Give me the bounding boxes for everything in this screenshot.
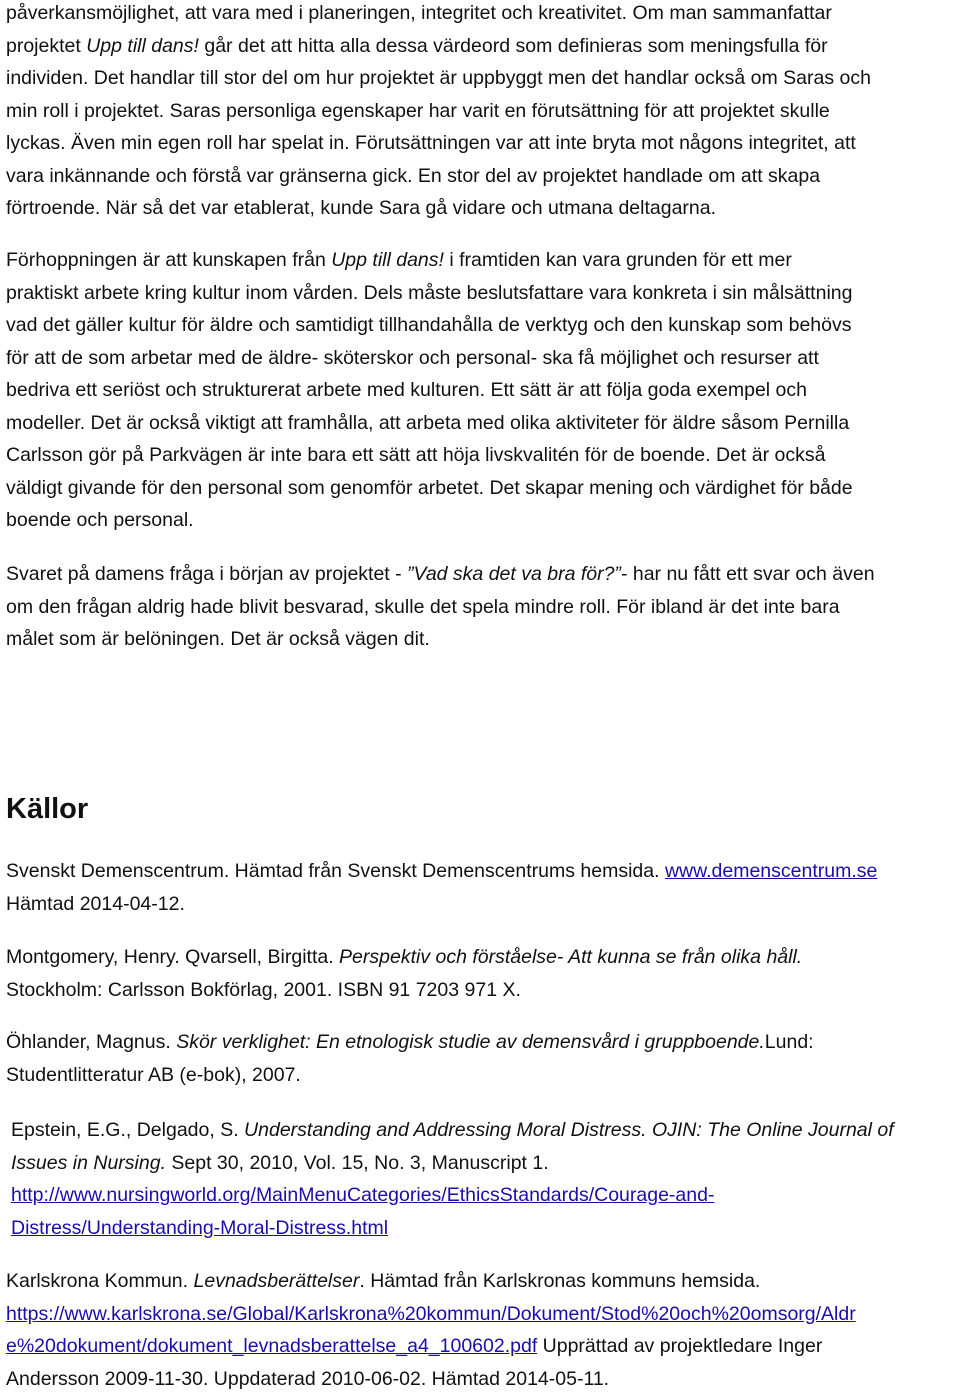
- text-line: modeller. Det är också viktigt att framhålla, att arbeta med olika aktiviteter för äldre såsom Pernilla: [6, 407, 956, 440]
- text-line: min roll i projektet. Saras personliga egenskaper har varit en förutsättning för att projektet skulle: [6, 95, 956, 128]
- text-line: vara inkännande och förstå var gränserna gick. En stor del av projektet handlade om att skapa: [6, 160, 956, 193]
- text-line: [11, 1147, 960, 1180]
- paragraph-answer: [6, 558, 956, 656]
- text-line: [11, 1212, 960, 1245]
- karlskrona-link[interactable]: https://www.karlskrona.se/Global/Karlskrona%20kommun/Dokument/Stod%20och%20omsorg/Aldr: [6, 1303, 856, 1325]
- text-span: Karlskrona Kommun.: [6, 1270, 194, 1292]
- text-span: Epstein, E.G., Delgado, S.: [11, 1119, 244, 1141]
- text-span: Förhoppningen är att kunskapen från: [6, 249, 331, 271]
- text-line: [6, 1330, 956, 1363]
- text-line: målet som är belöningen. Det är också vägen dit.: [6, 623, 956, 656]
- text-span: Upprättad av projektledare Inger: [537, 1335, 822, 1357]
- text-line: individen. Det handlar till stor del om hur projektet är uppbyggt men det handlar också om Saras och: [6, 62, 956, 95]
- text-line: [11, 1114, 960, 1147]
- karlskrona-link-cont[interactable]: e%20dokument/dokument_levnadsberattelse_a4_100602.pdf: [6, 1335, 537, 1357]
- journal-title: OJIN: The Online Journal of: [647, 1119, 894, 1141]
- text-span: Svaret på damens fråga i början av projektet -: [6, 563, 407, 585]
- text-line: lyckas. Även min egen roll har spelat in. Förutsättningen var att inte bryta mot någons integritet, att: [6, 127, 956, 160]
- project-name-italic: Upp till dans!: [86, 35, 199, 57]
- text-line: Stockholm: Carlsson Bokförlag, 2001. ISBN 91 7203 971 X.: [6, 974, 956, 1007]
- text-line: [6, 558, 956, 591]
- text-line: Hämtad 2014-04-12.: [6, 888, 956, 921]
- text-line: praktiskt arbete kring kultur inom vården. Dels måste beslutsfattare vara konkreta i sin målsättning: [6, 277, 956, 310]
- paragraph-values: [6, 0, 956, 225]
- text-line: Carlsson gör på Parkvägen är inte bara ett sätt att höja livskvalitén för de boende. Det är också: [6, 439, 956, 472]
- text-line: Andersson 2009-11-30. Uppdaterad 2010-06-02. Hämtad 2014-05-11.: [6, 1363, 956, 1395]
- reference-item: [6, 855, 956, 920]
- text-line: [6, 855, 956, 888]
- text-line: om den frågan aldrig hade blivit besvarad, skulle det spela mindre roll. För ibland är det inte bara: [6, 591, 956, 624]
- reference-item: [6, 1026, 956, 1091]
- journal-title: Issues in Nursing.: [11, 1152, 166, 1174]
- text-span: Öhlander, Magnus.: [6, 1031, 176, 1053]
- reference-item: [6, 941, 956, 1006]
- text-line: [6, 1265, 956, 1298]
- article-title: Understanding and Addressing Moral Distress.: [244, 1119, 646, 1141]
- text-line: [6, 1298, 956, 1331]
- text-span: Montgomery, Henry. Qvarsell, Birgitta.: [6, 946, 339, 968]
- text-span: går det att hitta alla dessa värdeord som definieras som meningsfulla för: [199, 35, 828, 57]
- text-span: . Hämtad från Karlskronas kommuns hemsida.: [359, 1270, 760, 1292]
- text-span: Svenskt Demenscentrum. Hämtad från Svenskt Demenscentrums hemsida.: [6, 860, 665, 882]
- book-title: Perspektiv och förståelse- Att kunna se från olika håll.: [339, 946, 802, 968]
- text-span: - har nu fått ett svar och även: [621, 563, 875, 585]
- nursingworld-link-cont[interactable]: Distress/Understanding-Moral-Distress.html: [11, 1217, 388, 1239]
- text-line: [6, 1026, 956, 1059]
- text-line: [6, 30, 956, 63]
- text-line: [11, 1179, 960, 1212]
- text-line: påverkansmöjlighet, att vara med i planeringen, integritet och kreativitet. Om man sammanfattar: [6, 0, 956, 30]
- document-title: Levnadsberättelser: [194, 1270, 360, 1292]
- text-line: väldigt givande för den personal som genomför arbetet. Det skapar mening och värdighet för både: [6, 472, 956, 505]
- text-span: Sept 30, 2010, Vol. 15, No. 3, Manuscript 1.: [166, 1152, 549, 1174]
- nursingworld-link[interactable]: http://www.nursingworld.org/MainMenuCategories/EthicsStandards/Courage-and-: [11, 1184, 714, 1206]
- book-title: Skör verklighet: En etnologisk studie av demensvård i gruppboende.: [176, 1031, 765, 1053]
- text-span: projektet: [6, 35, 86, 57]
- reference-item: [6, 1265, 956, 1395]
- reference-item: [11, 1114, 960, 1244]
- paragraph-future: [6, 244, 956, 537]
- text-line: förtroende. När så det var etablerat, kunde Sara gå vidare och utmana deltagarna.: [6, 192, 956, 225]
- demenscentrum-link[interactable]: www.demenscentrum.se: [665, 860, 877, 882]
- sources-heading: Källor: [6, 789, 88, 829]
- text-line: för att de som arbetar med de äldre- sköterskor och personal- ska få möjlighet och resurser att: [6, 342, 956, 375]
- text-line: Studentlitteratur AB (e-bok), 2007.: [6, 1059, 956, 1092]
- text-line: [6, 941, 956, 974]
- text-span: i framtiden kan vara grunden för ett mer: [444, 249, 792, 271]
- text-span: Lund:: [765, 1031, 814, 1053]
- text-line: bedriva ett seriöst och strukturerat arbete med kulturen. Ett sätt är att följa goda exempel och: [6, 374, 956, 407]
- text-line: [6, 244, 956, 277]
- text-line: boende och personal.: [6, 504, 956, 537]
- text-line: vad det gäller kultur för äldre och samtidigt tillhandahålla de verktyg och den kunskap som behövs: [6, 309, 956, 342]
- project-name-italic: Upp till dans!: [331, 249, 444, 271]
- quote-italic: ”Vad ska det va bra för?”: [407, 563, 621, 585]
